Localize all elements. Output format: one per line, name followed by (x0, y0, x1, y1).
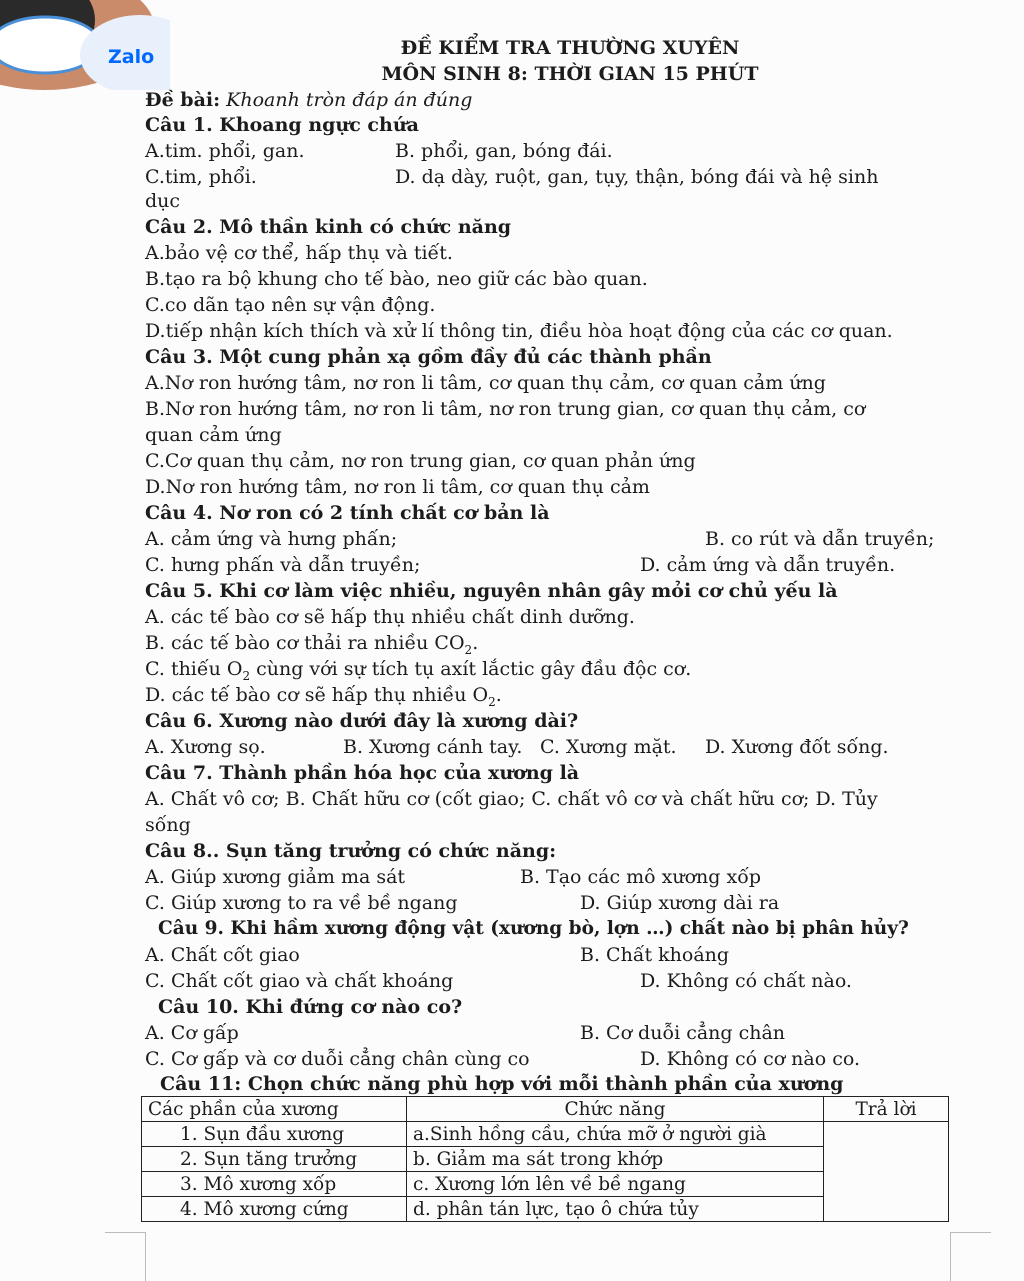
q6-title: Câu 6. Xương nào dưới đây là xương dài? (145, 710, 579, 732)
part-cell: 1. Sụn đầu xương (142, 1122, 407, 1147)
q8-option-a[interactable]: A. Giúp xương giảm ma sát (145, 866, 406, 888)
q10-option-b[interactable]: B. Cơ duỗi cẳng chân (580, 1022, 786, 1044)
function-cell: a.Sinh hồng cầu, chứa mỡ ở người già (407, 1122, 824, 1147)
q6-option-c[interactable]: C. Xương mặt. (540, 736, 677, 758)
q5-option-c[interactable]: C. thiếu $O_2$ cùng với sự tích tụ axít lắctic gây đầu độc cơ. (145, 658, 692, 683)
q8-title: Câu 8.. Sụn tăng trưởng có chức năng: (145, 840, 557, 862)
q4-option-c[interactable]: C. hưng phấn và dẫn truyền; (145, 554, 421, 576)
q2-option-d[interactable]: D.tiếp nhận kích thích và xử lí thông tin, điều hòa hoạt động của các cơ quan. (145, 320, 893, 342)
q4-option-b[interactable]: B. co rút và dẫn truyền; (705, 528, 935, 550)
q11-matching-table (141, 1096, 949, 1222)
q5-title: Câu 5. Khi cơ làm việc nhiều, nguyên nhân gây mỏi cơ chủ yếu là (145, 580, 838, 602)
page-corner-mark-right (950, 1232, 991, 1281)
q3-title: Câu 3. Một cung phản xạ gồm đầy đủ các thành phần (145, 346, 712, 368)
part-cell: 3. Mô xương xốp (142, 1172, 407, 1197)
q9-title: Câu 9. Khi hầm xương động vật (xương bò, lợn …) chất nào bị phân hủy? (158, 918, 909, 939)
q7-options-cont: sống (145, 814, 191, 836)
zalo-logo-text: Zalo (108, 46, 155, 68)
instruction: Đề bài: Khoanh tròn đáp án đúng (145, 89, 473, 111)
q6-option-a[interactable]: A. Xương sọ. (145, 736, 266, 758)
q7-title: Câu 7. Thành phần hóa học của xương là (145, 762, 580, 784)
q10-title: Câu 10. Khi đứng cơ nào co? (158, 996, 463, 1018)
q2-option-c[interactable]: C.co dãn tạo nên sự vận động. (145, 294, 436, 316)
q2-option-a[interactable]: A.bảo vệ cơ thể, hấp thụ và tiết. (145, 242, 453, 264)
q6-option-b[interactable]: B. Xương cánh tay. (343, 736, 523, 758)
q1-option-b[interactable]: B. phổi, gan, bóng đái. (395, 140, 613, 162)
q1-option-c[interactable]: C.tim, phổi. (145, 166, 257, 188)
title-line-1: ĐỀ KIỂM TRA THƯỜNG XUYÊN (400, 37, 740, 59)
part-cell: 2. Sụn tăng trưởng (142, 1147, 407, 1172)
q5-option-d[interactable]: D. các tế bào cơ sẽ hấp thụ nhiều $O_2$. (145, 684, 502, 709)
header-parts: Các phần của xương (142, 1097, 407, 1122)
zalo-logo-decoration (0, 0, 170, 90)
q10-option-d[interactable]: D. Không có cơ nào co. (640, 1048, 861, 1070)
q4-option-d[interactable]: D. cảm ứng và dẫn truyền. (640, 554, 896, 576)
q4-option-a[interactable]: A. cảm ứng và hưng phấn; (145, 528, 398, 550)
q7-options[interactable]: A. Chất vô cơ; B. Chất hữu cơ (cốt giao; C. chất vô cơ và chất hữu cơ; D. Tủy (145, 788, 878, 810)
q9-option-b[interactable]: B. Chất khoáng (580, 944, 730, 966)
q2-title: Câu 2. Mô thần kinh có chức năng (145, 216, 512, 238)
q1-option-a[interactable]: A.tim. phổi, gan. (145, 140, 305, 162)
function-cell: d. phân tán lực, tạo ô chứa tủy (407, 1197, 824, 1222)
q8-option-d[interactable]: D. Giúp xương dài ra (580, 892, 780, 914)
q8-option-b[interactable]: B. Tạo các mô xương xốp (520, 866, 761, 888)
page-corner-mark-left (105, 1232, 146, 1281)
q8-option-c[interactable]: C. Giúp xương to ra về bề ngang (145, 892, 458, 914)
q3-option-c[interactable]: C.Cơ quan thụ cảm, nơ ron trung gian, cơ quan phản ứng (145, 450, 696, 472)
q4-title: Câu 4. Nơ ron có 2 tính chất cơ bản là (145, 502, 550, 524)
q3-option-b-cont: quan cảm ứng (145, 424, 282, 446)
table-row (142, 1122, 949, 1147)
q10-option-a[interactable]: A. Cơ gấp (145, 1022, 239, 1044)
header-functions: Chức năng (407, 1097, 824, 1122)
answer-cell[interactable] (824, 1122, 949, 1222)
q9-option-c[interactable]: C. Chất cốt giao và chất khoáng (145, 970, 454, 992)
header-answer: Trả lời (824, 1097, 949, 1122)
q5-option-a[interactable]: A. các tế bào cơ sẽ hấp thụ nhiều chất dinh dưỡng. (145, 606, 635, 628)
q9-option-a[interactable]: A. Chất cốt giao (145, 944, 300, 966)
function-cell: b. Giảm ma sát trong khớp (407, 1147, 824, 1172)
function-cell: c. Xương lớn lên về bề ngang (407, 1172, 824, 1197)
q11-title: Câu 11: Chọn chức năng phù hợp với mỗi thành phần của xương (160, 1073, 844, 1095)
q2-option-b[interactable]: B.tạo ra bộ khung cho tế bào, neo giữ các bào quan. (145, 268, 648, 290)
q5-option-b[interactable]: B. các tế bào cơ thải ra nhiều $CO_2$. (145, 632, 479, 657)
q6-option-d[interactable]: D. Xương đốt sống. (705, 736, 889, 758)
title-line-2: MÔN SINH 8: THỜI GIAN 15 PHÚT (381, 63, 759, 85)
q1-option-d[interactable]: D. dạ dày, ruột, gan, tụy, thận, bóng đái và hệ sinh (395, 166, 879, 188)
part-cell: 4. Mô xương cứng (142, 1197, 407, 1222)
q1-option-d-cont: dục (145, 190, 181, 212)
q3-option-d[interactable]: D.Nơ ron hướng tâm, nơ ron li tâm, cơ quan thụ cảm (145, 476, 650, 498)
table-header-row (142, 1097, 949, 1122)
q3-option-a[interactable]: A.Nơ ron hướng tâm, nơ ron li tâm, cơ quan thụ cảm, cơ quan cảm ứng (145, 372, 826, 394)
q10-option-c[interactable]: C. Cơ gấp và cơ duỗi cẳng chân cùng co (145, 1048, 530, 1070)
q3-option-b[interactable]: B.Nơ ron hướng tâm, nơ ron li tâm, nơ ron trung gian, cơ quan thụ cảm, cơ (145, 398, 866, 420)
q9-option-d[interactable]: D. Không có chất nào. (640, 970, 852, 992)
q1-title: Câu 1. Khoang ngực chứa (145, 114, 419, 136)
